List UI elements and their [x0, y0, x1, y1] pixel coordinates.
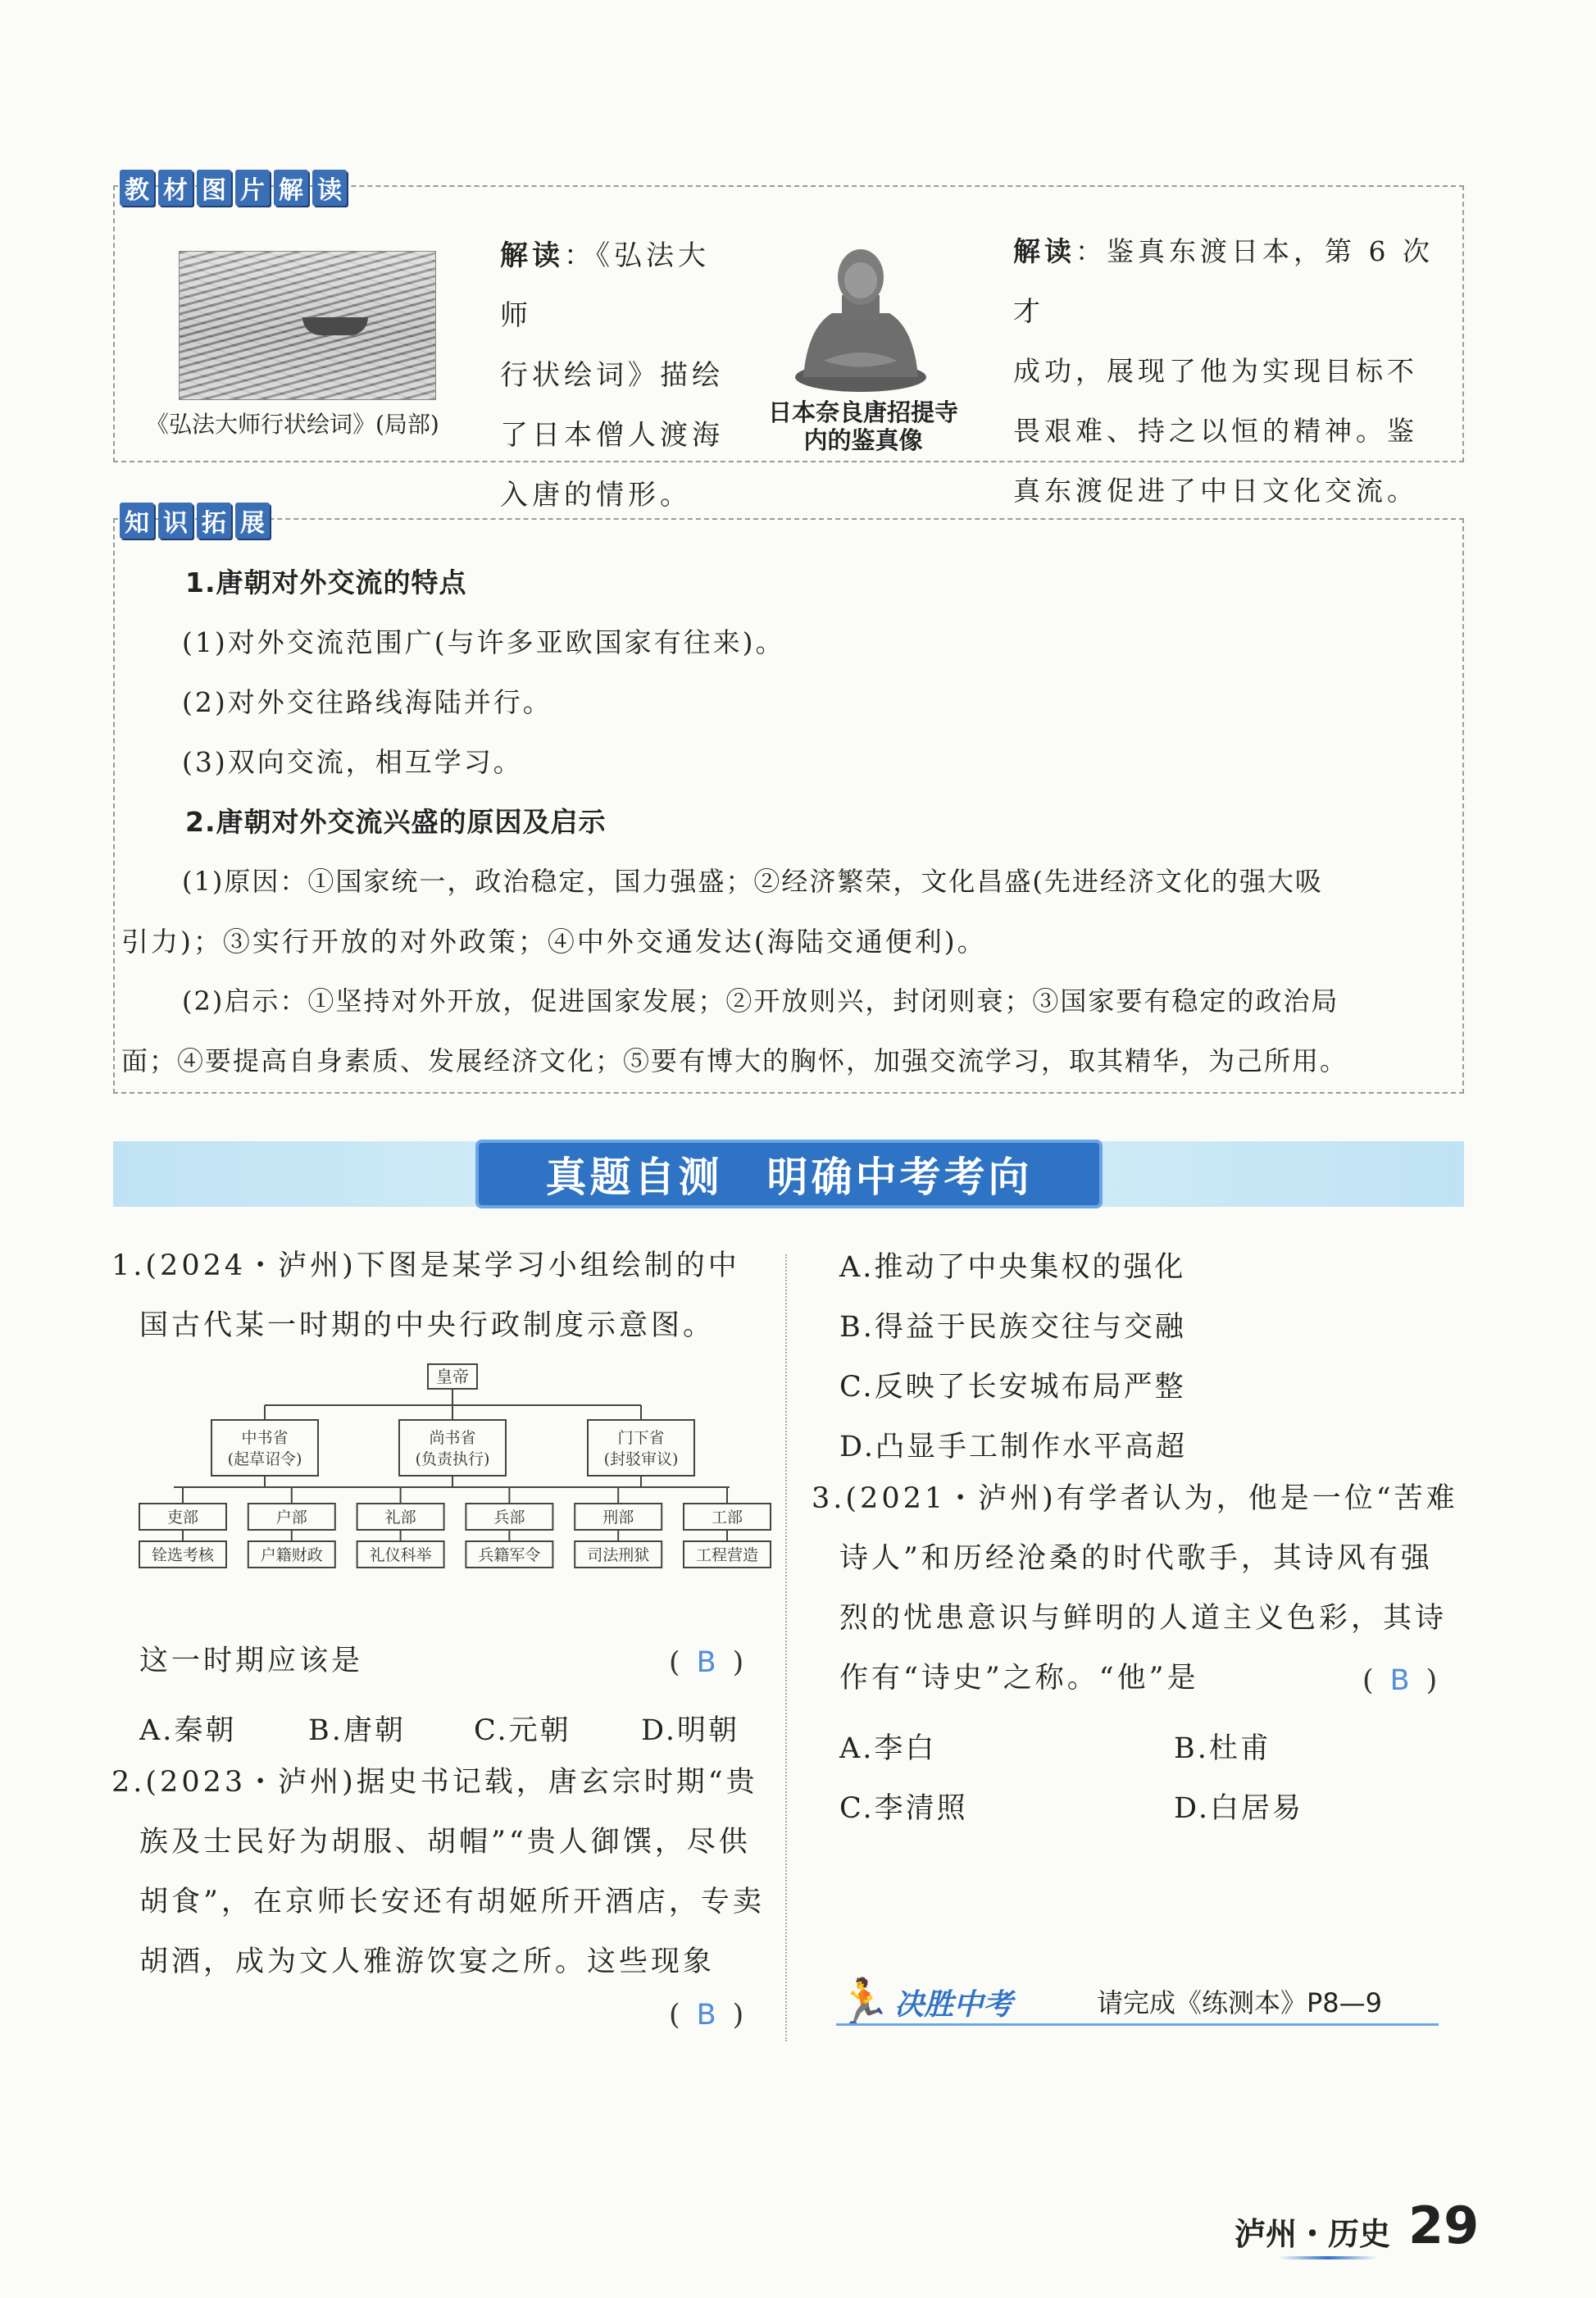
question-line: 胡食”，在京师长安还有胡姬所开酒店，专卖: [139, 1886, 765, 1918]
question-2-option: B.得益于民族交往与交融: [839, 1311, 1186, 1344]
question-1-option: D.明朝: [641, 1714, 739, 1747]
tag-char: 知: [120, 503, 154, 539]
question-line: 诗人”和历经沧桑的时代歌手，其诗风有强: [839, 1542, 1433, 1575]
page-number: 29: [1408, 2196, 1480, 2255]
knowledge-line: (1)对外交流范围广(与许多亚欧国家有往来)。: [182, 626, 785, 658]
question-1-option: C.元朝: [474, 1714, 571, 1747]
knowledge-heading: 1.唐朝对外交流的特点: [185, 567, 467, 598]
reading2-line: 成功，展现了他为实现目标不: [1013, 355, 1418, 387]
question-2-stem: [111, 1753, 784, 1992]
central-administration-chart: [131, 1363, 779, 1633]
chart-department-name: 刑部: [602, 1508, 634, 1527]
chart-department-duty: 司法刑狱: [587, 1546, 650, 1564]
reading1-line: ：《弘法大师: [500, 239, 710, 332]
chart-ministry-duty: (封驳审议): [603, 1450, 679, 1468]
question-1-answer: ( B ): [669, 1646, 744, 1679]
knowledge-line: (2)对外交往路线海陆并行。: [182, 686, 552, 718]
knowledge-line: (2)启示：①坚持对外开放，促进国家发展；②开放则兴，封闭则衰；③国家要有稳定的政治局: [182, 985, 1339, 1017]
chart-department-name: 工部: [711, 1508, 743, 1527]
image2-caption-line: 内的鉴真像: [803, 426, 923, 454]
tag-char: 读: [312, 170, 347, 206]
chart-department-name: 吏部: [166, 1508, 199, 1527]
chart-department-duty: 工程营造: [695, 1546, 759, 1564]
knowledge-line: (3)双向交流，相互学习。: [182, 746, 523, 778]
chart-department-duty: 礼仪科举: [369, 1546, 432, 1564]
knowledge-line: 面；④要提高自身素质、发展经济文化；⑤要有博大的胸怀，加强交流学习，取其精华，为己所用。: [121, 1045, 1348, 1076]
question-2-option: D.凸显手工制作水平高超: [839, 1431, 1187, 1463]
reading2-text: [1013, 221, 1456, 521]
jianzhen-statue-image: [791, 238, 930, 394]
question-1-stem-end: 这一时期应该是: [139, 1645, 364, 1677]
knowledge-line: 引力)；③实行开放的对外政策；④中外交通发达(海陆交通便利)。: [121, 926, 987, 958]
column-divider: [785, 1254, 787, 2041]
tag-char: 图: [197, 170, 231, 206]
reading1-label: 解读: [500, 239, 564, 272]
knowledge-line: (1)原因：①国家统一，政治稳定，国力强盛；②经济繁荣，文化昌盛(先进经济文化的强大吸: [182, 866, 1323, 897]
kobo-daishi-painting-image: [179, 251, 436, 400]
image2-caption: [753, 398, 974, 454]
chart-emperor-label: 皇帝: [436, 1367, 469, 1386]
question-1-stem: [111, 1236, 775, 1356]
instruction-underline: [836, 2023, 1439, 2026]
chart-ministry-name: 中书省: [241, 1429, 289, 1447]
reading2-label: 解读: [1013, 235, 1075, 267]
answer-mark: B: [1389, 1664, 1410, 1697]
answer-mark: B: [696, 1999, 716, 2032]
image2-caption-line: 日本奈良唐招提寺: [767, 398, 958, 426]
region-subject-label: 泸州・历史: [1235, 2216, 1391, 2252]
runner-icon: 🏃: [836, 1976, 892, 2027]
answer-mark: B: [696, 1646, 716, 1679]
section-banner: 真题自测 明确中考考向: [475, 1140, 1103, 1208]
chart-department-name: 户部: [275, 1508, 307, 1527]
question-3-option: B.杜甫: [1174, 1732, 1271, 1765]
chart-department-duty: 户籍财政: [260, 1546, 323, 1564]
question-2-answer: ( B ): [669, 1999, 744, 2032]
page-underline: [1279, 2256, 1377, 2259]
question-line: 2.(2023・泸州)据史书记载，唐玄宗时期“贵: [111, 1766, 758, 1799]
reading2-line: ：鉴真东渡日本，第 6 次才: [1013, 235, 1434, 327]
reading1-text: [500, 226, 738, 526]
chart-department-duty: 兵籍军令: [478, 1546, 541, 1564]
question-3-option: C.李清照: [839, 1792, 968, 1825]
chart-ministry-duty: (负责执行): [415, 1450, 490, 1468]
tag-char: 材: [158, 170, 193, 206]
chart-ministry-duty: (起草诏令): [227, 1450, 302, 1468]
reading2-line: 畏艰难、持之以恒的精神。鉴: [1013, 415, 1418, 447]
chart-ministry-name: 尚书省: [429, 1429, 476, 1447]
image1-caption: 《弘法大师行状绘词》(局部): [146, 411, 439, 438]
question-line: 1.(2024・泸州)下图是某学习小组绘制的中: [111, 1249, 740, 1282]
logo-text: 决胜中考: [894, 1987, 1013, 2022]
tag-char: 识: [158, 503, 193, 539]
question-1-option: A.秦朝: [139, 1714, 237, 1747]
tag-char: 解: [274, 170, 308, 206]
tag-char: 片: [235, 170, 270, 206]
reading1-line: 了日本僧人渡海: [500, 419, 724, 452]
question-3-answer: ( B ): [1362, 1664, 1438, 1697]
reading2-line: 真东渡促进了中日文化交流。: [1013, 475, 1418, 507]
reading1-line: 行状绘词》描绘: [500, 359, 724, 392]
question-3-option: A.李白: [839, 1732, 937, 1765]
figure-section-tag: [120, 170, 347, 206]
question-2-option: C.反映了长安城布局严整: [839, 1371, 1186, 1404]
juesheng-zhongkao-logo: [836, 1976, 1012, 2028]
knowledge-section-tag: [120, 503, 270, 539]
question-line: 国古代某一时期的中央行政制度示意图。: [139, 1309, 716, 1342]
question-3-option: D.白居易: [1174, 1792, 1303, 1825]
knowledge-heading: 2.唐朝对外交流兴盛的原因及启示: [185, 806, 607, 838]
tag-char: 教: [120, 170, 154, 206]
tag-char: 拓: [197, 503, 231, 539]
chart-ministry-name: 门下省: [617, 1429, 665, 1447]
question-line: 烈的忧患意识与鲜明的人道主义色彩，其诗: [839, 1602, 1448, 1635]
reading1-line: 入唐的情形。: [500, 479, 692, 512]
tag-char: 展: [235, 503, 270, 539]
question-line: 胡酒，成为文人雅游饮宴之所。这些现象: [139, 1945, 716, 1978]
workbook-instruction: 请完成《练测本》P8—9: [1097, 1987, 1383, 2018]
question-1-option: B.唐朝: [308, 1714, 406, 1747]
question-line: 3.(2021・泸州)有学者认为，他是一位“苦难: [812, 1482, 1458, 1515]
question-line: 族及士民好为胡服、胡帽”“贵人御馔，尽供: [139, 1826, 751, 1859]
chart-department-name: 礼部: [384, 1508, 416, 1527]
chart-department-duty: 铨选考核: [151, 1546, 215, 1564]
question-2-option: A.推动了中央集权的强化: [839, 1251, 1186, 1284]
chart-department-name: 兵部: [493, 1508, 525, 1527]
question-line: 作有“诗史”之称。“他”是: [839, 1662, 1199, 1695]
